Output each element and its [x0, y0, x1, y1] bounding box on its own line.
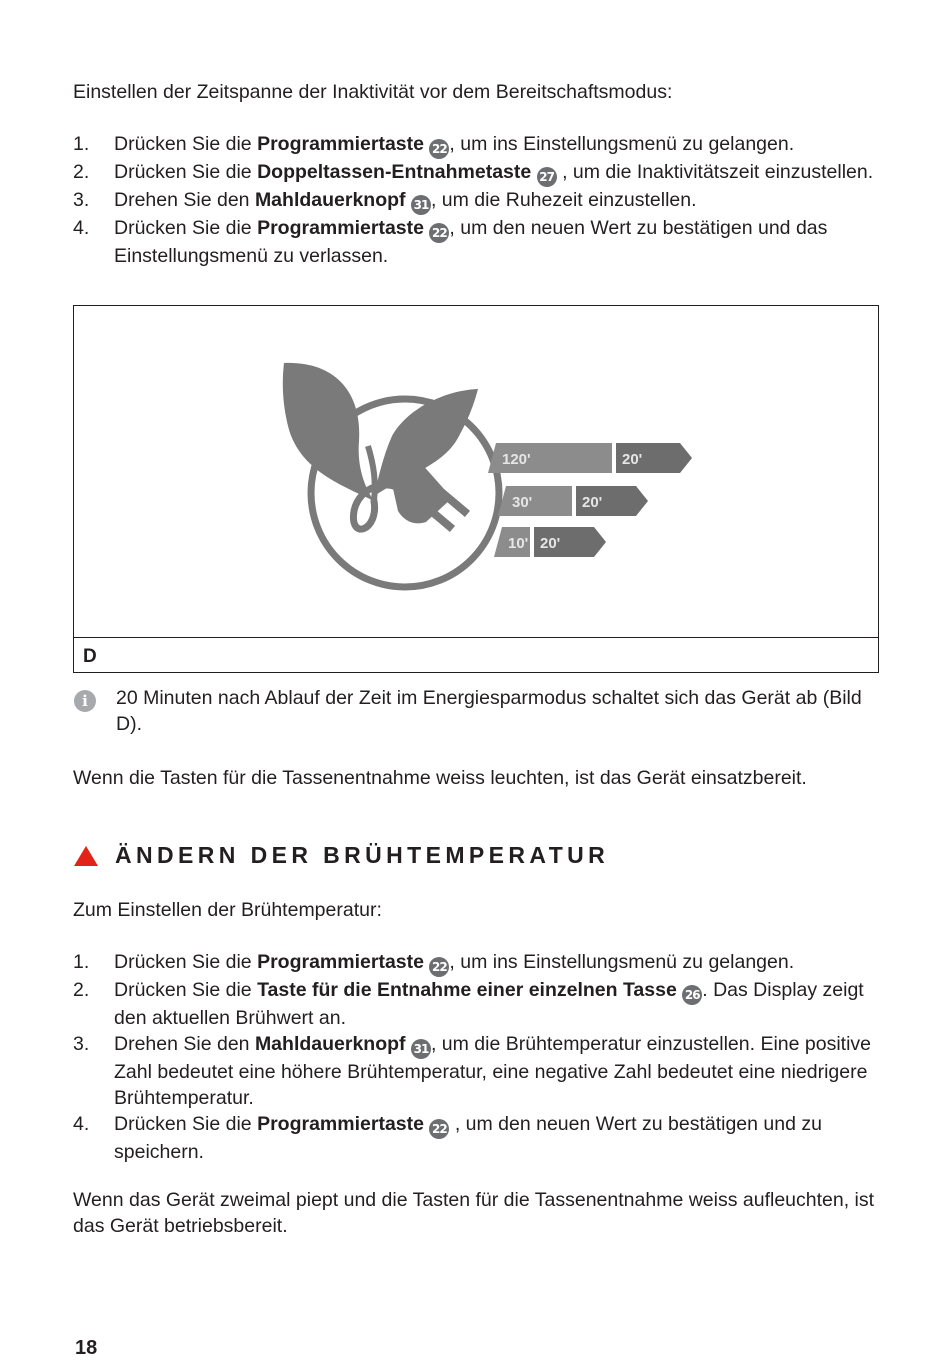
reference-number-badge: 27: [537, 167, 557, 187]
info-icon: i: [74, 690, 96, 712]
page-number: 18: [75, 1337, 98, 1359]
bar-label-standby: 120': [502, 451, 531, 468]
list-item: 1. Drücken Sie die Programmiertaste 22 , um ins Einstellungsmenü zu gelangen.: [73, 131, 883, 159]
list-item: 4. Drücken Sie die Programmiertaste 22 , um den neuen Wert zu bestätigen und zu speichern.: [73, 1113, 822, 1163]
control-name: Taste für die Entnahme einer einzelnen Tasse: [257, 979, 677, 1001]
standby-bar: [488, 443, 692, 473]
final-text: Wenn das Gerät zweimal piept und die Tasten für die Tassenentnahme weiss aufleuchten, ist das Gerät betriebsbereit.: [73, 1189, 875, 1237]
bar-label-shutoff: 20': [582, 494, 603, 511]
eco-standby-illustration: [74, 306, 878, 636]
temp-intro: Zum Einstellen der Brühtemperatur:: [73, 899, 382, 921]
reference-number-badge: 22: [429, 139, 449, 159]
standby-bar: [498, 486, 648, 516]
reference-number-badge: 31: [411, 195, 431, 215]
list-item: 1. Drücken Sie die Programmiertaste 22 , um ins Einstellungsmenü zu gelangen.: [73, 949, 883, 977]
control-name: Programmiertaste: [257, 217, 424, 239]
standby-intro: Einstellen der Zeitspanne der Inaktivität vor dem Bereitschaftsmodus:: [73, 81, 673, 103]
list-item: 3. Drehen Sie den Mahldauerknopf 31 , um die Ruhezeit einzustellen.: [73, 187, 883, 215]
ready-text: Wenn die Tasten für die Tassenentnahme weiss leuchten, ist das Gerät einsatzbereit.: [73, 767, 807, 789]
standby-bar: [494, 527, 606, 557]
reference-number-badge: 22: [429, 1119, 449, 1139]
bar-label-shutoff: 20': [622, 451, 643, 468]
list-item: 3. Drehen Sie den Mahldauerknopf 31 , um die Brühtemperatur einzustellen. Eine positive Zahl bedeutet eine höhere Brühtemperatur, eine negative Zahl bedeutet eine niedrigere Brühtemperatur.: [73, 1033, 872, 1109]
bar-label-standby: 10': [508, 535, 529, 552]
control-name: Mahldauerknopf: [254, 1033, 406, 1055]
figure-caption-box: [74, 637, 878, 673]
control-name: Mahldauerknopf: [254, 189, 406, 211]
list-item: 4. Drücken Sie die Programmiertaste 22 , um den neuen Wert zu bestätigen und das Einstellungsmenü zu verlassen.: [73, 217, 828, 267]
leaf-left-icon: [283, 363, 374, 501]
list-item: 2. Drücken Sie die Taste für die Entnahme einer einzelnen Tasse 26 . Das Display zeigt den aktuellen Brühwert an.: [73, 979, 864, 1029]
reference-number-badge: 26: [682, 985, 702, 1005]
figure-d: [73, 305, 879, 673]
standby-duration-bars: [488, 443, 692, 557]
control-name: Programmiertaste: [257, 1113, 424, 1135]
reference-number-badge: 31: [411, 1039, 431, 1059]
control-name: Programmiertaste: [257, 951, 424, 973]
bar-segment-standby: [498, 486, 572, 516]
control-name: Doppeltassen-Entnahmetaste: [257, 161, 532, 183]
temp-steps-list: [73, 949, 883, 1165]
control-name: Programmiertaste: [257, 133, 424, 155]
standby-steps-list: [73, 131, 883, 269]
reference-number-badge: 22: [429, 223, 449, 243]
bar-label-shutoff: 20': [540, 535, 561, 552]
reference-number-badge: 22: [429, 957, 449, 977]
bar-label-standby: 30': [512, 494, 533, 511]
list-item: 2. Drücken Sie die Doppeltassen-Entnahmetaste 27 , um die Inaktivitätszeit einzustellen.: [73, 159, 883, 187]
info-note: 20 Minuten nach Ablauf der Zeit im Energiesparmodus schaltet sich das Gerät ab (Bild D).: [116, 687, 862, 735]
warning-triangle-icon: [74, 846, 98, 866]
figure-caption: D: [83, 646, 97, 667]
section-heading: ÄNDERN DER BRÜHTEMPERATUR: [115, 842, 610, 868]
